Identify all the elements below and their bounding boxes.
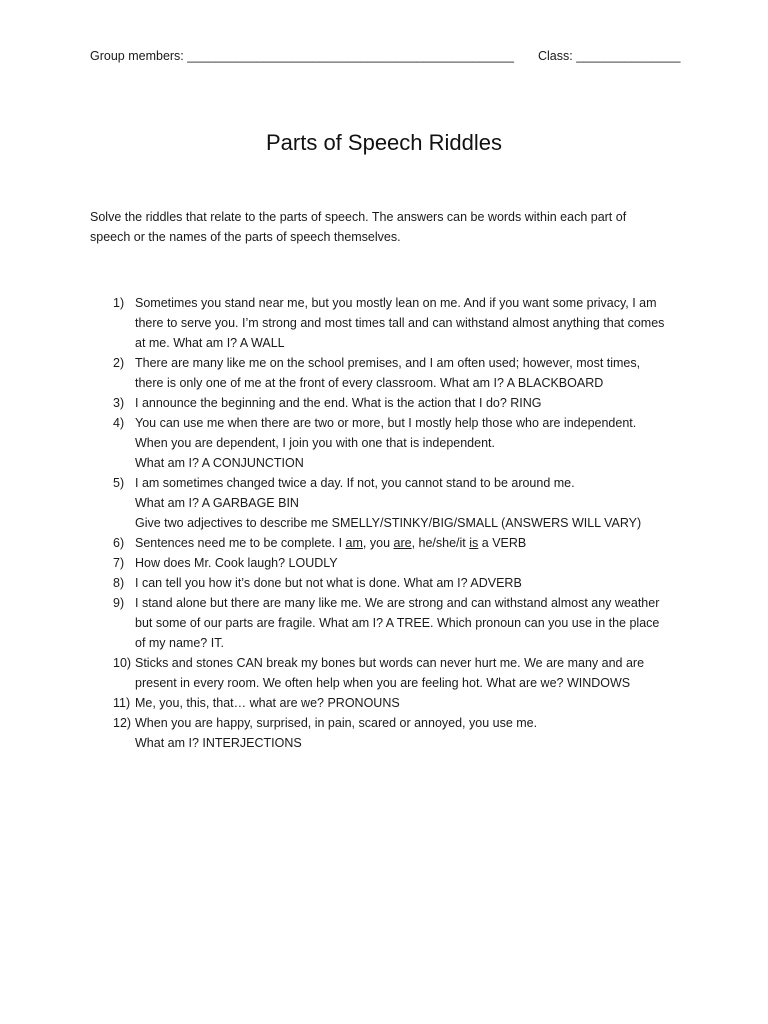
riddle-item	[90, 533, 690, 553]
riddle-item	[90, 553, 690, 573]
riddle-item	[90, 353, 690, 393]
riddle-text: present in every room. We often help when you are feeling hot. What are we? WINDOWS	[135, 676, 631, 690]
riddle-text: Sticks and stones CAN break my bones but words can never hurt me. We are many and are	[135, 656, 645, 670]
riddle-text-segment: , he/she/it	[411, 536, 470, 550]
riddle-number: 5)	[113, 476, 125, 490]
riddle-number: 2)	[113, 356, 125, 370]
riddle-text: When you are dependent, I join you with one that is independent.	[135, 436, 495, 450]
riddle-text: You can use me when there are two or more, but I mostly help those who are independent.	[135, 416, 637, 430]
riddle-item	[90, 413, 690, 473]
riddle-item	[90, 293, 690, 353]
group-members-field: Group members: _______________________________________________	[90, 49, 514, 63]
riddle-text: Give two adjectives to describe me SMELLY/STINKY/BIG/SMALL (ANSWERS WILL VARY)	[135, 516, 642, 530]
underlined-verb: am	[345, 536, 363, 550]
riddle-text-segment: , you	[362, 536, 394, 550]
riddle-number: 3)	[113, 396, 125, 410]
riddle-text: but some of our parts are fragile. What am I? A TREE. Which pronoun can you use in the place	[135, 616, 660, 630]
riddle-text-segment: Sentences need me to be complete. I	[135, 536, 346, 550]
riddle-item	[90, 593, 690, 653]
riddle-text: Me, you, this, that… what are we? PRONOUNS	[135, 696, 400, 710]
riddle-text	[135, 533, 690, 553]
riddle-text: I stand alone but there are many like me. We are strong and can withstand almost any weather	[135, 596, 660, 610]
riddle-number: 7)	[113, 556, 125, 570]
riddle-number: 6)	[113, 536, 125, 550]
instructions	[90, 207, 670, 247]
riddle-text: How does Mr. Cook laugh? LOUDLY	[135, 556, 338, 570]
riddle-text: What am I? A CONJUNCTION	[135, 456, 304, 470]
riddle-text: What am I? A GARBAGE BIN	[135, 496, 299, 510]
riddle-text: I announce the beginning and the end. What is the action that I do? RING	[135, 396, 542, 410]
underlined-verb: are	[393, 536, 412, 550]
riddle-item	[90, 713, 690, 753]
riddle-number: 4)	[113, 416, 125, 430]
page-title: Parts of Speech Riddles	[265, 130, 503, 155]
riddle-text: I am sometimes changed twice a day. If not, you cannot stand to be around me.	[135, 476, 575, 490]
instructions-line: Solve the riddles that relate to the parts of speech. The answers can be words within each part of	[90, 210, 627, 224]
riddle-item	[90, 693, 690, 713]
riddle-text: I can tell you how it’s done but not what is done. What am I? ADVERB	[135, 576, 522, 590]
header	[90, 47, 680, 65]
riddle-text: there is only one of me at the front of every classroom. What am I? A BLACKBOARD	[135, 376, 604, 390]
riddle-text: When you are happy, surprised, in pain, scared or annoyed, you use me.	[135, 716, 538, 730]
riddle-number: 12)	[113, 716, 132, 730]
riddle-text: There are many like me on the school premises, and I am often used; however, most times,	[135, 356, 641, 370]
riddle-number: 8)	[113, 576, 125, 590]
riddle-number: 10)	[113, 656, 132, 670]
riddle-item	[90, 393, 690, 413]
instructions-line: speech or the names of the parts of speech themselves.	[90, 230, 401, 244]
riddle-text: Sometimes you stand near me, but you mostly lean on me. And if you want some privacy, I am	[135, 296, 657, 310]
riddle-item	[90, 573, 690, 593]
riddle-number: 1)	[113, 296, 125, 310]
riddle-number: 9)	[113, 596, 125, 610]
riddle-text: at me. What am I? A WALL	[135, 336, 285, 350]
riddle-text: there to serve you. I’m strong and most times tall and can withstand almost anything that comes	[135, 316, 665, 330]
class-field: Class: _______________	[538, 49, 681, 63]
riddle-number: 11)	[113, 696, 131, 710]
riddle-item	[90, 653, 690, 693]
riddle-text: What am I? INTERJECTIONS	[135, 736, 302, 750]
riddle-list	[90, 293, 690, 753]
riddle-text: of my name? IT.	[135, 636, 224, 650]
riddle-item	[90, 473, 690, 533]
underlined-verb: is	[469, 536, 479, 550]
riddle-text-segment: a VERB	[478, 536, 527, 550]
